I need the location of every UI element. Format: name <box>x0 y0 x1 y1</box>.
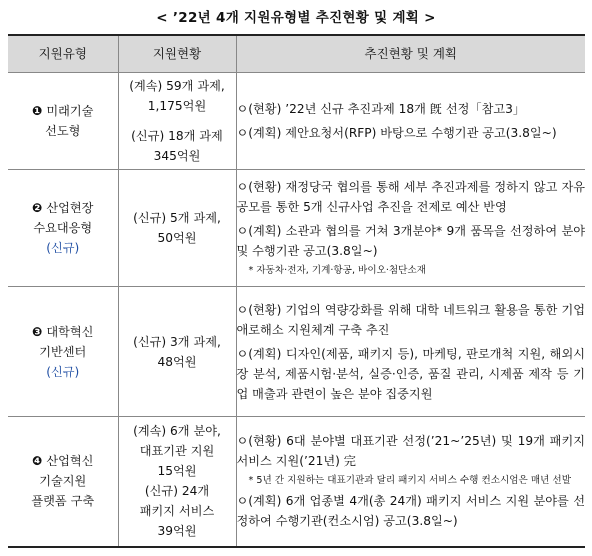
table-row <box>8 287 585 417</box>
row-number: ❶ <box>32 104 43 118</box>
support-type-label: 기반센터 <box>39 344 87 359</box>
page-title: < ’22년 4개 지원유형별 추진현황 및 계획 > <box>156 10 436 26</box>
row-number: ❸ <box>32 324 43 339</box>
status-amount: 50억원 <box>157 231 197 245</box>
plan-cell <box>236 287 585 417</box>
header-progress-plan: 추진현황 및 계획 <box>236 35 585 73</box>
status-line: 대표기관 지원 <box>139 444 215 459</box>
support-type-cell <box>8 170 118 287</box>
support-type-label: 수요대응형 <box>33 221 93 235</box>
table-row <box>8 417 585 547</box>
support-type-label: 산업현장 <box>46 201 94 215</box>
status-line: (신규) 3개 과제, <box>133 334 221 349</box>
plan-current: ㅇ(현황) 재정당국 협의를 통해 세부 추진과제를 정하지 않고 자유공모를 통한 5개 신규사업 추진을 전제로 예산 반영 <box>236 180 585 214</box>
plan-cell <box>236 170 585 287</box>
status-amount: 1,175억원 <box>147 99 207 113</box>
plan-next: ㅇ(계획) 6개 업종별 4개(총 24개) 패키지 서비스 지원 분야를 선정하여 수행기관(컨소시엄) 공고(3.8일~) <box>236 494 585 529</box>
status-amount: 39억원 <box>157 524 197 539</box>
row-number: ❹ <box>32 454 43 469</box>
support-type-label: 대학혁신 <box>46 324 94 339</box>
support-type-label: 선도형 <box>45 124 81 138</box>
plan-next: ㅇ(계획) 제안요청서(RFP) 바탕으로 수행기관 공고(3.8일~) <box>236 126 557 140</box>
plan-cell <box>236 73 585 170</box>
row-number: ❷ <box>32 201 43 215</box>
support-status-cell <box>118 287 236 417</box>
plan-current: ㅇ(현황) 6대 분야별 대표기관 선정(’21~’25년) 및 19개 패키지 서비스 지원(’21년) 完 <box>236 434 585 469</box>
support-status-table <box>8 34 585 548</box>
status-line: (신규) 5개 과제, <box>133 211 221 225</box>
support-type-cell <box>8 287 118 417</box>
header-support-type: 지원유형 <box>8 35 118 73</box>
status-line: (계속) 59개 과제, <box>129 79 225 93</box>
footnote: * 5년 간 지원하는 대표기관과 달리 패키지 서비스 수행 컨소시엄은 매년 선발 <box>248 475 571 487</box>
status-line: 패키지 서비스 <box>139 504 215 519</box>
plan-next: ㅇ(계획) 소관과 협의를 거쳐 3개분야* 9개 품목을 선정하여 분야 및 수행기관 공고(3.8일~) <box>236 224 585 258</box>
plan-current: ㅇ(현황) ’22년 신규 추진과제 18개 旣 선정「참고3」 <box>236 102 526 116</box>
support-type-label: 플랫폼 구축 <box>31 494 95 509</box>
footnote: * 자동차·전자, 기계·항공, 바이오·첨단소재 <box>248 265 426 276</box>
table-header-row <box>8 35 585 73</box>
header-support-status: 지원현황 <box>118 35 236 73</box>
plan-next: ㅇ(계획) 디자인(제품, 패키지 등), 마케팅, 판로개척 지원, 해외시장 분석, 제품시험·분석, 실증·인증, 품질 관리, 시제품 제작 등 기업 매출과 관련이 높은 분야 집중지원 <box>236 346 585 401</box>
status-amount: 345억원 <box>153 149 201 163</box>
support-status-cell <box>118 170 236 287</box>
support-type-label: 산업혁신 <box>46 454 94 469</box>
support-status-cell <box>118 73 236 170</box>
support-status-cell <box>118 417 236 547</box>
plan-cell <box>236 417 585 547</box>
status-line: (신규) 24개 <box>144 484 210 499</box>
status-line: (신규) 18개 과제 <box>131 129 223 143</box>
new-badge: (신규) <box>46 364 80 379</box>
support-type-cell <box>8 417 118 547</box>
support-type-cell <box>8 73 118 170</box>
status-line: (계속) 6개 분야, <box>133 424 221 439</box>
status-amount: 48억원 <box>157 354 197 369</box>
new-badge: (신규) <box>46 241 80 255</box>
support-type-label: 미래기술 <box>46 104 94 118</box>
table-row <box>8 170 585 287</box>
table-row <box>8 73 585 170</box>
status-amount: 15억원 <box>157 464 197 479</box>
plan-current: ㅇ(현황) 기업의 역량강화를 위해 대학 네트워크 활용을 통한 기업 애로해소 지원체계 구축 추진 <box>236 302 585 337</box>
support-type-label: 기술지원 <box>39 474 87 489</box>
